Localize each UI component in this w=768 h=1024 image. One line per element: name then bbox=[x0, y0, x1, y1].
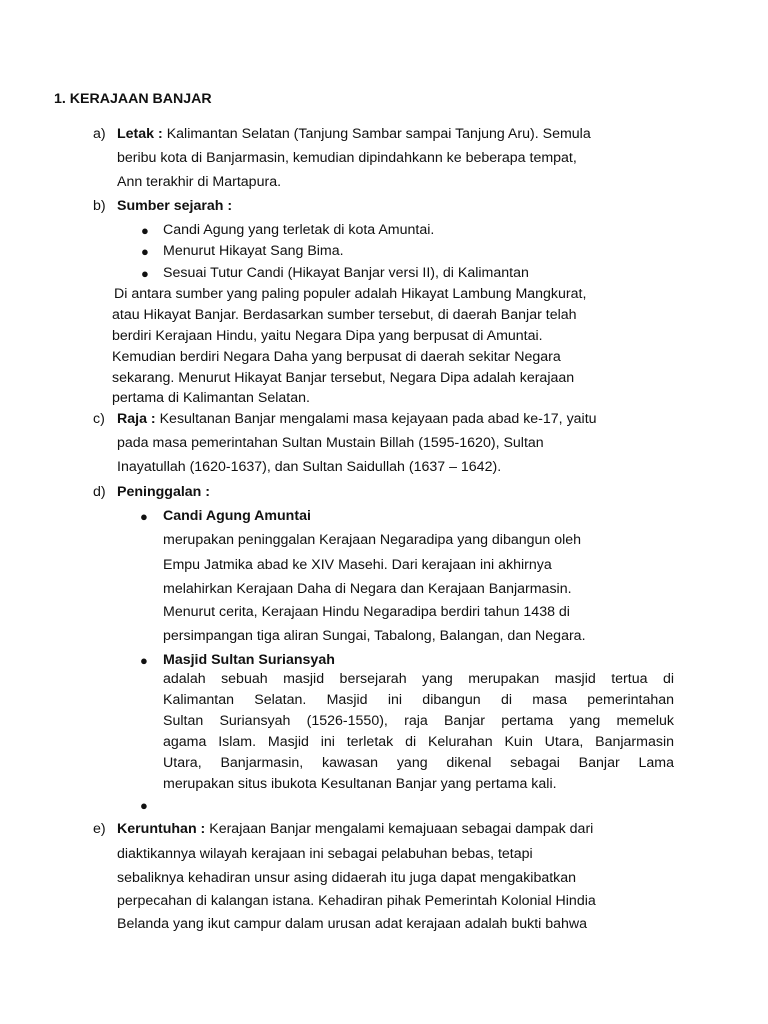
paragraph-line: sekarang. Menurut Hikayat Banjar tersebut, Negara Dipa adalah kerajaan bbox=[112, 370, 575, 386]
paragraph-line: berdiri Kerajaan Hindu, yaitu Negara Dipa yang berpusat di Amuntai. bbox=[112, 328, 543, 344]
section-label: Sumber sejarah : bbox=[117, 198, 233, 214]
section-label: Keruntuhan : bbox=[117, 821, 206, 837]
item-text: persimpangan tiga aliran Sungai, Tabalong, Balangan, dan Negara. bbox=[163, 628, 586, 644]
bullet-icon: ● bbox=[141, 266, 149, 281]
empty-bullet-icon: ● bbox=[140, 798, 148, 813]
section-marker: b) bbox=[93, 198, 106, 214]
section-text: Belanda yang ikut campur dalam urusan adat kerajaan adalah bukti bahwa bbox=[117, 916, 588, 932]
list-item: Candi Agung yang terletak di kota Amuntai. bbox=[163, 222, 435, 238]
section-marker: d) bbox=[93, 484, 106, 500]
item-text: Menurut cerita, Kerajaan Hindu Negaradipa berdiri tahun 1438 di bbox=[163, 604, 570, 620]
section-e-line-1 bbox=[117, 821, 593, 837]
paragraph-line: Di antara sumber yang paling populer adalah Hikayat Lambung Mangkurat, bbox=[114, 286, 587, 302]
page-heading: 1. KERAJAAN BANJAR bbox=[54, 91, 212, 107]
item-text: merupakan peninggalan Kerajaan Negaradipa yang dibangun oleh bbox=[163, 532, 582, 548]
list-item: Sesuai Tutur Candi (Hikayat Banjar versi II), di Kalimantan bbox=[163, 265, 529, 281]
paragraph-line: Kemudian berdiri Negara Daha yang berpusat di daerah sekitar Negara bbox=[112, 349, 561, 365]
item-text: Utara, Banjarmasin, kawasan yang dikenal sebagai Banjar Lama bbox=[163, 755, 674, 771]
section-marker: a) bbox=[93, 126, 106, 142]
list-item: Menurut Hikayat Sang Bima. bbox=[163, 243, 344, 259]
paragraph-line: pertama di Kalimantan Selatan. bbox=[112, 390, 310, 406]
section-text: beribu kota di Banjarmasin, kemudian dipindahkann ke beberapa tempat, bbox=[117, 150, 577, 166]
section-text: pada masa pemerintahan Sultan Mustain Billah (1595-1620), Sultan bbox=[117, 435, 544, 451]
item-text: adalah sebuah masjid bersejarah yang merupakan masjid tertua di bbox=[163, 671, 674, 687]
bullet-icon: ● bbox=[141, 244, 149, 259]
item-text: Empu Jatmika abad ke XIV Masehi. Dari kerajaan ini akhirnya bbox=[163, 557, 552, 573]
section-text: Kesultanan Banjar mengalami masa kejayaan pada abad ke-17, yaitu bbox=[159, 411, 597, 427]
section-text: perpecahan di kalangan istana. Kehadiran pihak Pemerintah Kolonial Hindia bbox=[117, 893, 596, 909]
section-text: sebaliknya kehadiran unsur asing didaerah itu juga dapat mengakibatkan bbox=[117, 870, 577, 886]
item-title: Masjid Sultan Suriansyah bbox=[163, 652, 335, 668]
item-text: agama Islam. Masjid ini terletak di Kelurahan Kuin Utara, Banjarmasin bbox=[163, 734, 674, 750]
item-text: Kalimantan Selatan. Masjid ini dibangun di masa pemerintahan bbox=[163, 692, 674, 708]
item-text: melahirkan Kerajaan Daha di Negara dan Kerajaan Banjarmasin. bbox=[163, 581, 572, 597]
section-marker: e) bbox=[93, 821, 106, 837]
bullet-icon: ● bbox=[140, 653, 148, 668]
section-label: Peninggalan : bbox=[117, 484, 211, 500]
paragraph-line: atau Hikayat Banjar. Berdasarkan sumber tersebut, di daerah Banjar telah bbox=[112, 307, 577, 323]
section-label: Raja : bbox=[117, 411, 156, 427]
item-text: merupakan situs ibukota Kesultanan Banjar yang pertama kali. bbox=[163, 776, 557, 792]
section-label: Letak : bbox=[117, 126, 163, 142]
item-text: Sultan Suriansyah (1526-1550), raja Banjar pertama yang memeluk bbox=[163, 713, 674, 729]
section-a-line-1 bbox=[117, 126, 591, 142]
section-text: diaktikannya wilayah kerajaan ini sebagai pelabuhan bebas, tetapi bbox=[117, 846, 533, 862]
section-marker: c) bbox=[93, 411, 105, 427]
bullet-icon: ● bbox=[140, 509, 148, 524]
section-text: Ann terakhir di Martapura. bbox=[117, 174, 282, 190]
section-text: Kalimantan Selatan (Tanjung Sambar sampai Tanjung Aru). Semula bbox=[166, 126, 591, 142]
section-text: Inayatullah (1620-1637), dan Sultan Saidullah (1637 – 1642). bbox=[117, 459, 502, 475]
section-text: Kerajaan Banjar mengalami kemajuaan sebagai dampak dari bbox=[209, 821, 594, 837]
section-c-line-1 bbox=[117, 411, 597, 427]
bullet-icon: ● bbox=[141, 223, 149, 238]
item-title: Candi Agung Amuntai bbox=[163, 508, 311, 524]
